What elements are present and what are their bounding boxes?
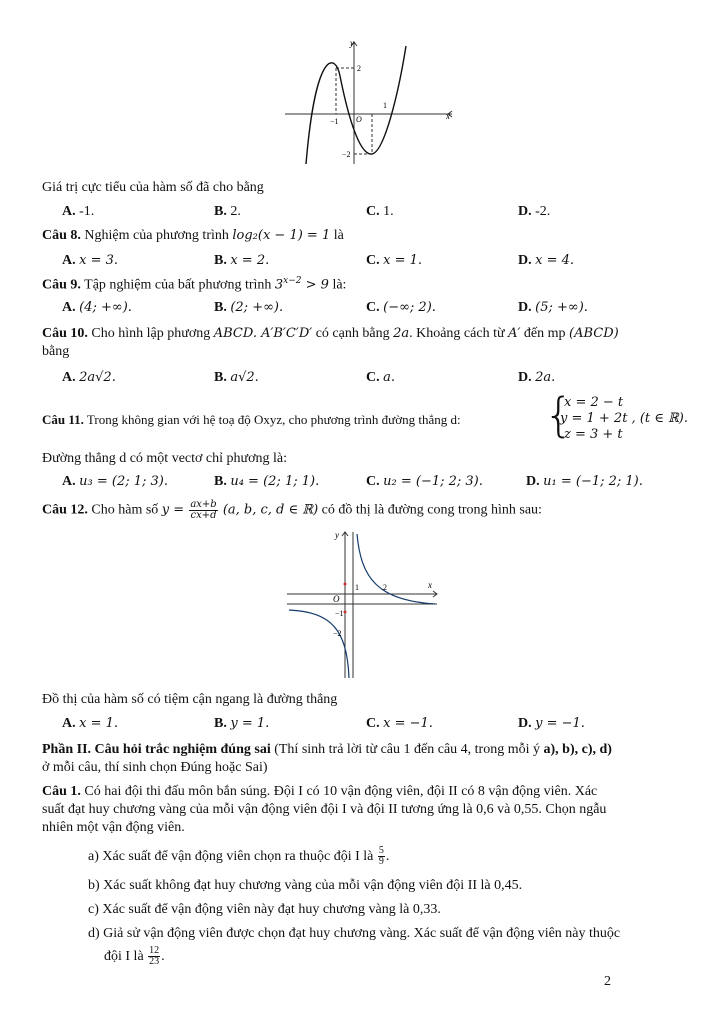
q11-stem: Câu 11. Trong không gian với hệ toạ độ Oxyz, cho phương trình đường thẳng d: — [42, 412, 461, 427]
p2q1-line2: suất đạt huy chương vàng của mỗi vận động viên đội I và đội II tương ứng là 0,6 và 0,55. Chọn ngẫu — [42, 802, 607, 817]
q10-stem-line2: bằng — [42, 344, 70, 359]
q7-stem: Giá trị cực tiểu của hàm số đã cho bằng — [42, 180, 264, 195]
q9-option-d[interactable]: D. (5; +∞). — [518, 300, 588, 315]
q9-option-a[interactable]: A. (4; +∞). — [62, 300, 132, 315]
p2q1-statement-a[interactable]: a) Xác suất để vận động viên chọn ra thuộc đội I là $\frac{5}{9}$ . — [88, 845, 390, 868]
q11-system: x = 2 − t y = 1 + 2t , (t ∈ ℝ). z = 3 + t — [560, 395, 689, 442]
q12b-stem: Đồ thị của hàm số có tiệm cận ngang là đường thẳng — [42, 692, 338, 707]
q11-option-d[interactable]: D. u₁ = (−1; 2; 1). — [526, 474, 643, 489]
p2q1-statement-b[interactable]: b) Xác suất không đạt huy chương vàng của mỗi vận động viên đội II là 0,45. — [88, 878, 523, 893]
q8-option-c[interactable]: C. x = 1. — [366, 253, 423, 268]
part2-heading: Phần II. Câu hỏi trắc nghiệm đúng sai (Thí sinh trả lời từ câu 1 đến câu 4, trong mỗi ý a), b), c), d) — [42, 742, 612, 757]
q11-brace: { — [544, 388, 574, 442]
graph1-tick-1: 1 — [383, 101, 387, 110]
p2q1-statement-d-line2: đội I là $\frac{12}{23}$ . — [104, 945, 165, 968]
q10-option-c[interactable]: C. a. — [366, 370, 396, 385]
graph1-tick-2: 2 — [357, 64, 361, 73]
q11-option-c[interactable]: C. u₂ = (−1; 2; 3). — [366, 474, 483, 489]
q12-stem: Câu 12. Cho hàm số y = $\frac{ax+b}{cx+d}$ (a, b, c, d ∈ ℝ) có đồ thị là đường cong trong hình sau: — [42, 499, 542, 521]
graph2-tick-2: 2 — [383, 583, 387, 592]
q12-option-b[interactable]: B. y = 1. — [214, 716, 270, 731]
q7-option-d[interactable]: D. -2. — [518, 204, 551, 219]
p2q1-statement-c[interactable]: c) Xác suất để vận động viên này đạt huy chương vàng là 0,33. — [88, 902, 441, 917]
graph1-x-label: x — [446, 111, 450, 121]
q12-option-a[interactable]: A. x = 1. — [62, 716, 119, 731]
q11-option-b[interactable]: B. u₄ = (2; 1; 1). — [214, 474, 320, 489]
q10-option-b[interactable]: B. a√2. — [214, 370, 259, 385]
page-number: 2 — [604, 974, 611, 989]
q7-option-c[interactable]: C. 1. — [366, 204, 394, 219]
q12-option-c[interactable]: C. x = −1. — [366, 716, 433, 731]
cubic-graph — [280, 36, 460, 166]
q7-option-a[interactable]: A. -1. — [62, 204, 95, 219]
q9-option-b[interactable]: B. (2; +∞). — [214, 300, 284, 315]
part2-heading-line2: ở mỗi câu, thí sinh chọn Đúng hoặc Sai) — [42, 760, 268, 775]
q9-option-c[interactable]: C. (−∞; 2). — [366, 300, 436, 315]
graph1-y-label: y — [350, 38, 354, 48]
graph2-tick-neg2: −2 — [333, 629, 342, 638]
q9-stem: Câu 9. Tập nghiệm của bất phương trình $3^{x-2} > 9$ là: — [42, 276, 347, 293]
graph1-tick-neg1: −1 — [330, 117, 339, 126]
graph2-tick-1: 1 — [355, 583, 359, 592]
graph1-tick-neg2: −2 — [342, 150, 351, 159]
q11-stem-line2: Đường thẳng d có một vectơ chỉ phương là: — [42, 451, 288, 466]
q8-stem: Câu 8. Nghiệm của phương trình log₂(x − 1) = 1 là — [42, 228, 344, 243]
q10-option-a[interactable]: A. 2a√2. — [62, 370, 116, 385]
graph2-y-label: y — [335, 530, 339, 540]
q12-option-d[interactable]: D. y = −1. — [518, 716, 585, 731]
hyperbola-graph — [285, 528, 440, 683]
q10-option-d[interactable]: D. 2a. — [518, 370, 556, 385]
q10-stem: Câu 10. Cho hình lập phương ABCD. A′B′C′D′ có cạnh bằng 2a. Khoảng cách từ A′ đến mp (ABCD) — [42, 326, 619, 341]
p2q1-statement-d[interactable]: d) Giả sử vận động viên được chọn đạt huy chương vàng. Xác suất để vận động viên này thuộc — [88, 926, 621, 941]
q8-option-a[interactable]: A. x = 3. — [62, 253, 119, 268]
graph1-origin: O — [356, 115, 362, 124]
p2q1-line3: nhiên một vận động viên. — [42, 820, 185, 835]
graph2-x-label: x — [428, 580, 432, 590]
q8-option-b[interactable]: B. x = 2. — [214, 253, 270, 268]
q11-option-a[interactable]: A. u₃ = (2; 1; 3). — [62, 474, 168, 489]
q8-option-d[interactable]: D. x = 4. — [518, 253, 575, 268]
p2q1-line1: Câu 1. Có hai đội thi đấu môn bắn súng. Đội I có 10 vận động viên, đội II có 8 vận động viên. Xác — [42, 784, 598, 799]
q7-option-b[interactable]: B. 2. — [214, 204, 241, 219]
graph2-tick-neg1: −1 — [335, 609, 344, 618]
graph2-origin: O — [333, 594, 340, 604]
